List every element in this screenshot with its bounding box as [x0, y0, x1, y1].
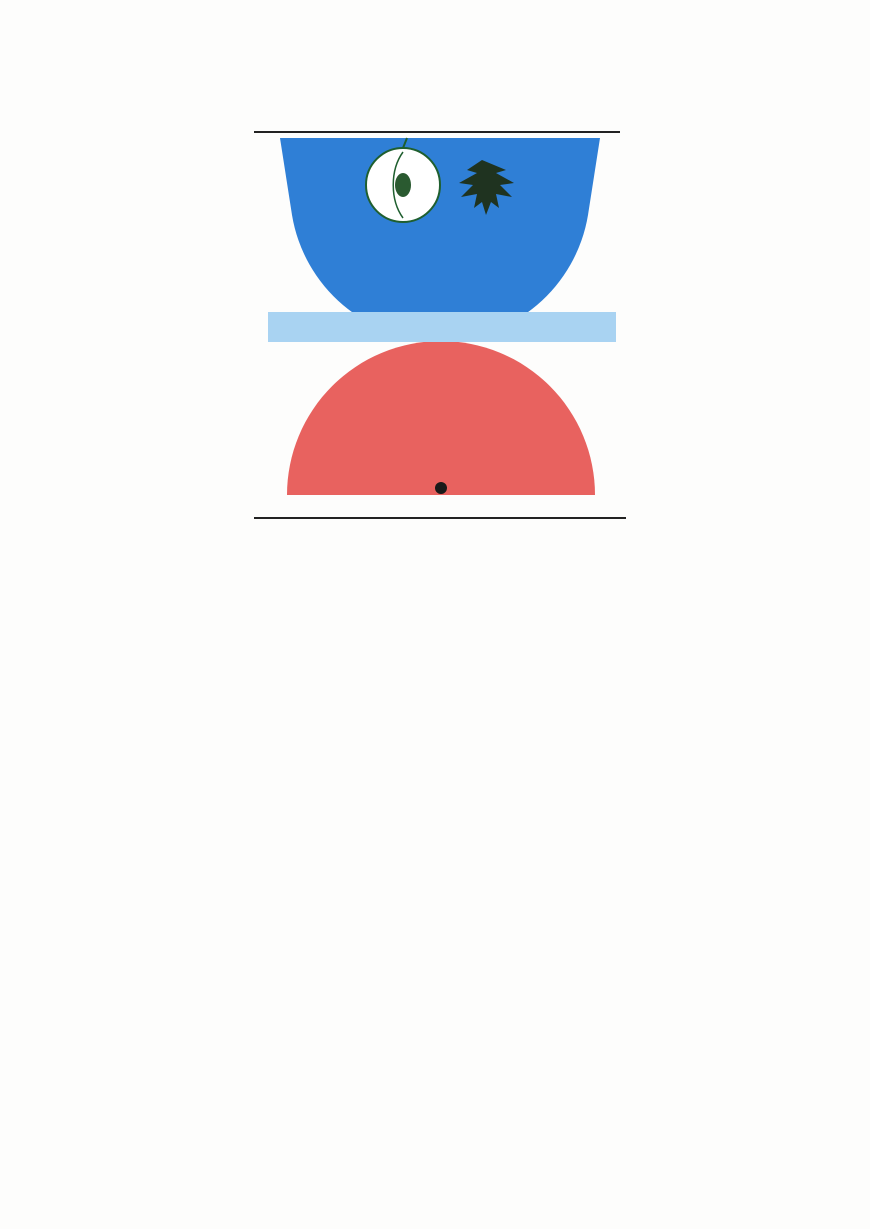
pressure-diagram	[240, 90, 640, 560]
scale-band	[268, 312, 616, 342]
body-text	[105, 624, 771, 636]
pressure-diagram-svg	[240, 90, 640, 560]
earth-half-disc	[287, 341, 595, 495]
earth-center-dot	[435, 482, 447, 494]
underpressure-shell	[280, 138, 600, 341]
